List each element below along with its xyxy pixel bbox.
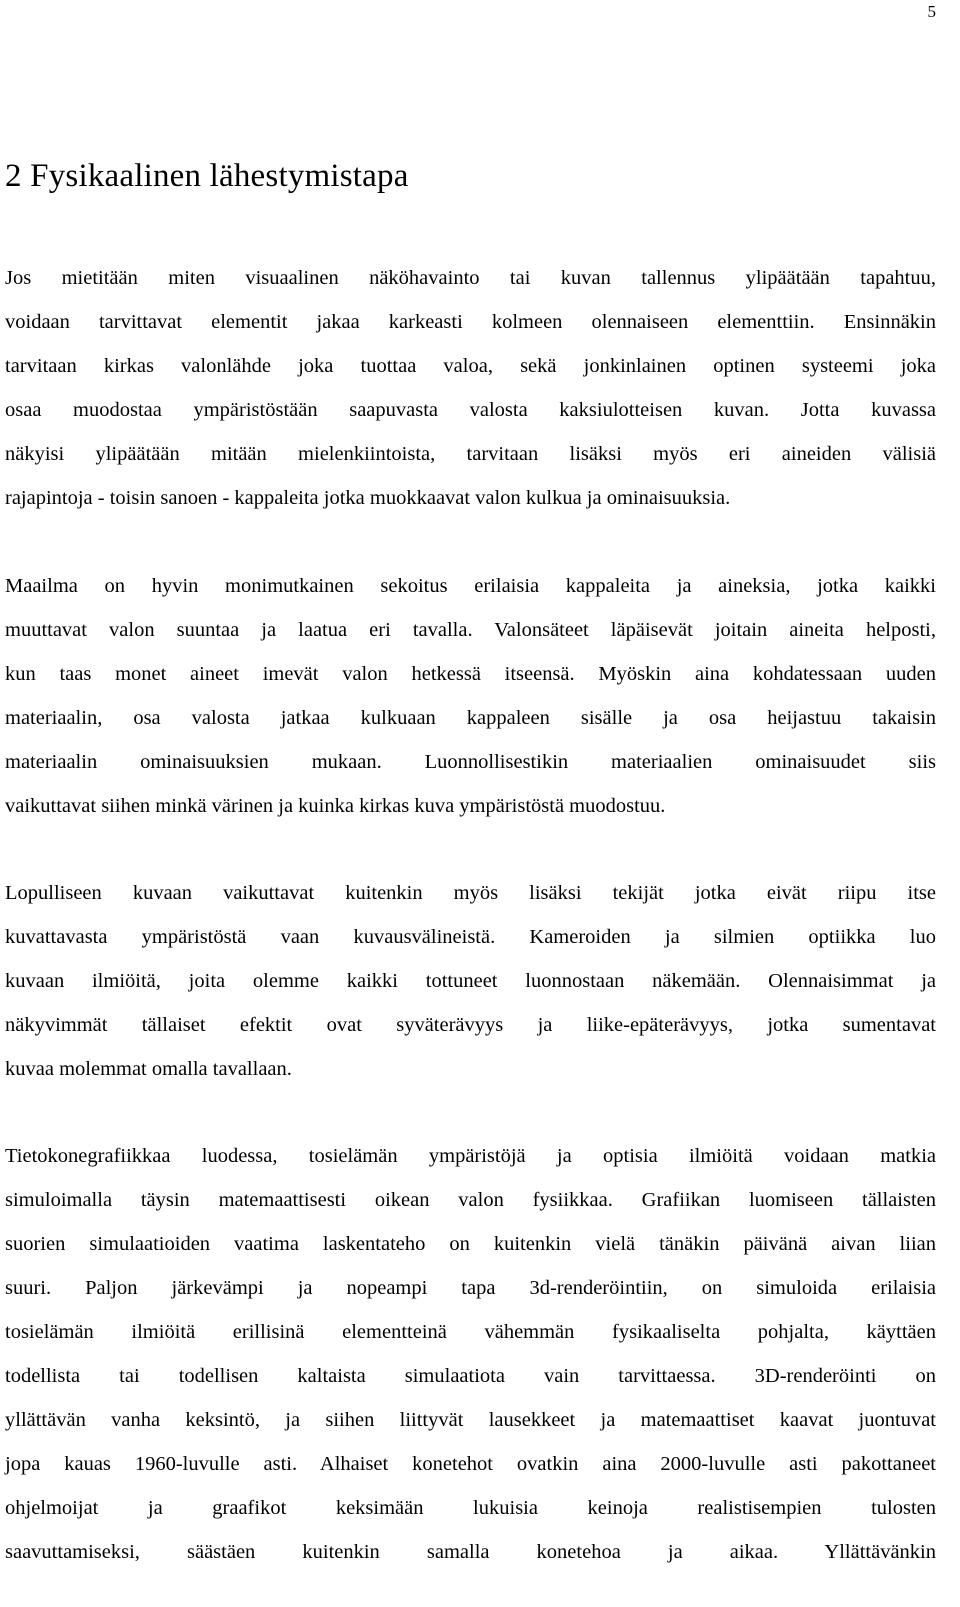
paragraph-3 <box>5 871 936 1091</box>
paragraph-1 <box>5 256 936 520</box>
paragraph-line: vaikuttavat siihen minkä värinen ja kuinka kirkas kuva ympäristöstä muodostuu. <box>5 795 666 817</box>
paragraph-line: suuri. Paljon järkevämpi ja nopeampi tapa 3d-renderöintiin, on simuloida erilaisia <box>5 1277 936 1299</box>
paragraph-line: yllättävän vanha keksintö, ja siihen liittyvät lausekkeet ja matemaattiset kaavat juontuvat <box>5 1409 936 1431</box>
paragraph-line: kuvaan ilmiöitä, joita olemme kaikki tottuneet luonnostaan näkemään. Olennaisimmat ja <box>5 970 936 992</box>
paragraph-line: voidaan tarvittavat elementit jakaa karkeasti kolmeen olennaiseen elementtiin. Ensinnäkin <box>5 311 936 333</box>
paragraph-line: suorien simulaatioiden vaatima laskentateho on kuitenkin vielä tänäkin päivänä aivan liian <box>5 1233 936 1255</box>
paragraph-line: simuloimalla täysin matemaattisesti oikean valon fysiikkaa. Grafiikan luomiseen tällaisten <box>5 1189 936 1211</box>
paragraph-2 <box>5 564 936 828</box>
section-heading: 2 Fysikaalinen lähestymistapa <box>5 158 409 194</box>
paragraph-line: kun taas monet aineet imevät valon hetkessä itseensä. Myöskin aina kohdatessaan uuden <box>5 663 936 685</box>
paragraph-line: Tietokonegrafiikkaa luodessa, tosielämän ympäristöjä ja optisia ilmiöitä voidaan matkia <box>5 1145 936 1167</box>
paragraph-line: saavuttamiseksi, säästäen kuitenkin samalla konetehoa ja aikaa. Yllättävänkin <box>5 1541 936 1563</box>
paragraph-line: materiaalin ominaisuuksien mukaan. Luonnollisestikin materiaalien ominaisuudet siis <box>5 751 936 773</box>
paragraph-line: rajapintoja - toisin sanoen - kappaleita jotka muokkaavat valon kulkua ja ominaisuuksia. <box>5 487 731 509</box>
paragraph-line: tosielämän ilmiöitä erillisinä elementteinä vähemmän fysikaaliselta pohjalta, käyttäen <box>5 1321 936 1343</box>
paragraph-line: näkyvimmät tällaiset efektit ovat syväterävyys ja liike-epäterävyys, jotka sumentavat <box>5 1014 936 1036</box>
paragraph-line: muuttavat valon suuntaa ja laatua eri tavalla. Valonsäteet läpäisevät joitain aineita helposti, <box>5 619 936 641</box>
paragraph-line: kuvaa molemmat omalla tavallaan. <box>5 1058 292 1080</box>
paragraph-line: osaa muodostaa ympäristöstään saapuvasta valosta kaksiulotteisen kuvan. Jotta kuvassa <box>5 399 936 421</box>
paragraph-line: Lopulliseen kuvaan vaikuttavat kuitenkin myös lisäksi tekijät jotka eivät riipu itse <box>5 882 936 904</box>
page-number: 5 <box>927 2 936 21</box>
paragraph-line: tarvitaan kirkas valonlähde joka tuottaa valoa, sekä jonkinlainen optinen systeemi joka <box>5 355 936 377</box>
paragraph-line: kuvattavasta ympäristöstä vaan kuvausvälineistä. Kameroiden ja silmien optiikka luo <box>5 926 936 948</box>
paragraph-line: materiaalin, osa valosta jatkaa kulkuaan kappaleen sisälle ja osa heijastuu takaisin <box>5 707 936 729</box>
paragraph-4 <box>5 1134 936 1574</box>
paragraph-line: näkyisi ylipäätään mitään mielenkiintoista, tarvitaan lisäksi myös eri aineiden välisiä <box>5 443 936 465</box>
paragraph-line: Jos mietitään miten visuaalinen näköhavainto tai kuvan tallennus ylipäätään tapahtuu, <box>5 267 936 289</box>
paragraph-line: ohjelmoijat ja graafikot keksimään lukuisia keinoja realistisempien tulosten <box>5 1497 936 1519</box>
paragraph-line: Maailma on hyvin monimutkainen sekoitus erilaisia kappaleita ja aineksia, jotka kaikki <box>5 575 936 597</box>
paragraph-line: jopa kauas 1960-luvulle asti. Alhaiset konetehot ovatkin aina 2000-luvulle asti pakottaneet <box>5 1453 936 1475</box>
paragraph-line: todellista tai todellisen kaltaista simulaatiota vain tarvittaessa. 3D-renderöinti on <box>5 1365 936 1387</box>
